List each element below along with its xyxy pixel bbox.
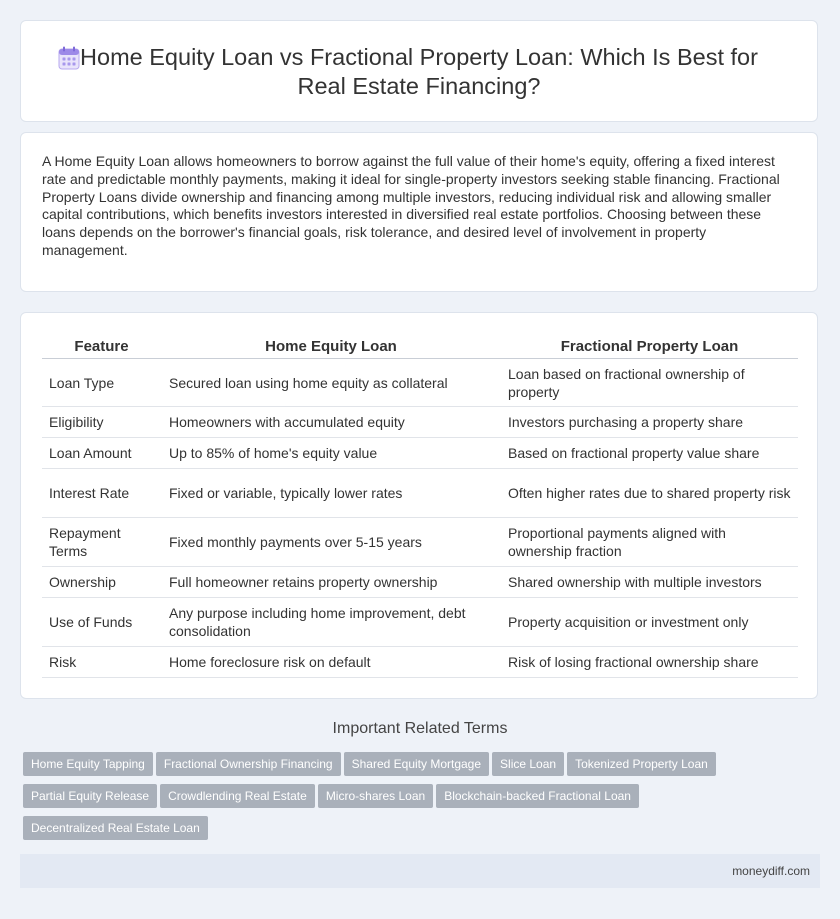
- related-term-tag[interactable]: Slice Loan: [492, 752, 564, 776]
- header-home-equity-loan: Home Equity Loan: [161, 333, 501, 359]
- table-row: [42, 407, 798, 438]
- related-term-tag[interactable]: Shared Equity Mortgage: [344, 752, 489, 776]
- header-fractional-property-loan: Fractional Property Loan: [501, 333, 798, 359]
- fractional-cell: Investors purchasing a property share: [501, 407, 798, 438]
- home-equity-cell: Full homeowner retains property ownership: [161, 567, 501, 598]
- table-row: [42, 598, 798, 647]
- home-equity-cell: Home foreclosure risk on default: [161, 647, 501, 678]
- feature-cell: Loan Amount: [42, 438, 161, 469]
- home-equity-cell: Fixed or variable, typically lower rates: [161, 469, 501, 518]
- intro-paragraph: A Home Equity Loan allows homeowners to borrow against the full value of their home's equity, offering a fixed interest rate and predictable monthly payments, making it ideal for single-property investors seeking stable financing. Fractional Property Loans divide ownership and financing among multiple investors, reducing individual risk and allowing smaller capital contributions, which benefits investors interested in diversified real estate portfolios. Choosing between these loans depends on the borrower's financial goals, risk tolerance, and desired level of involvement in property management.: [42, 153, 780, 258]
- comparison-card: [20, 312, 818, 699]
- related-term-tag[interactable]: Crowdlending Real Estate: [160, 784, 315, 808]
- fractional-cell: Loan based on fractional ownership of property: [501, 359, 798, 407]
- related-term-tag[interactable]: Micro-shares Loan: [318, 784, 433, 808]
- related-term-tag[interactable]: Blockchain-backed Fractional Loan: [436, 784, 639, 808]
- feature-cell: Risk: [42, 647, 161, 678]
- related-terms-list: [23, 752, 823, 848]
- related-terms-heading: Important Related Terms: [332, 720, 508, 737]
- related-term-tag[interactable]: Partial Equity Release: [23, 784, 157, 808]
- site-name[interactable]: moneydiff.com: [732, 864, 810, 878]
- feature-cell: Repayment Terms: [42, 518, 161, 567]
- related-term-tag[interactable]: Decentralized Real Estate Loan: [23, 816, 208, 840]
- home-equity-cell: Up to 85% of home's equity value: [161, 438, 501, 469]
- home-equity-cell: Any purpose including home improvement, debt consolidation: [161, 598, 501, 647]
- intro-card: [20, 132, 818, 292]
- table-row: [42, 359, 798, 407]
- fractional-cell: Shared ownership with multiple investors: [501, 567, 798, 598]
- fractional-cell: Risk of losing fractional ownership share: [501, 647, 798, 678]
- header-feature: Feature: [42, 333, 161, 359]
- comparison-table: [42, 333, 798, 678]
- home-equity-cell: Homeowners with accumulated equity: [161, 407, 501, 438]
- home-equity-cell: Secured loan using home equity as collateral: [161, 359, 501, 407]
- fractional-cell: Often higher rates due to shared property risk: [501, 469, 798, 518]
- fractional-cell: Proportional payments aligned with ownership fraction: [501, 518, 798, 567]
- related-term-tag[interactable]: Fractional Ownership Financing: [156, 752, 341, 776]
- feature-cell: Loan Type: [42, 359, 161, 407]
- related-term-tag[interactable]: Home Equity Tapping: [23, 752, 153, 776]
- home-equity-cell: Fixed monthly payments over 5-15 years: [161, 518, 501, 567]
- table-row: [42, 469, 798, 518]
- page-title: Home Equity Loan vs Fractional Property Loan: Which Is Best for Real Estate Financing?: [80, 44, 758, 99]
- table-row: [42, 518, 798, 567]
- table-row: [42, 647, 798, 678]
- feature-cell: Eligibility: [42, 407, 161, 438]
- fractional-cell: Based on fractional property value share: [501, 438, 798, 469]
- feature-cell: Use of Funds: [42, 598, 161, 647]
- fractional-cell: Property acquisition or investment only: [501, 598, 798, 647]
- header-card: [20, 20, 818, 122]
- feature-cell: Interest Rate: [42, 469, 161, 518]
- related-term-tag[interactable]: Tokenized Property Loan: [567, 752, 716, 776]
- table-row: [42, 567, 798, 598]
- table-row: [42, 438, 798, 469]
- footer-bar: [20, 854, 820, 888]
- table-header-row: [42, 333, 798, 359]
- feature-cell: Ownership: [42, 567, 161, 598]
